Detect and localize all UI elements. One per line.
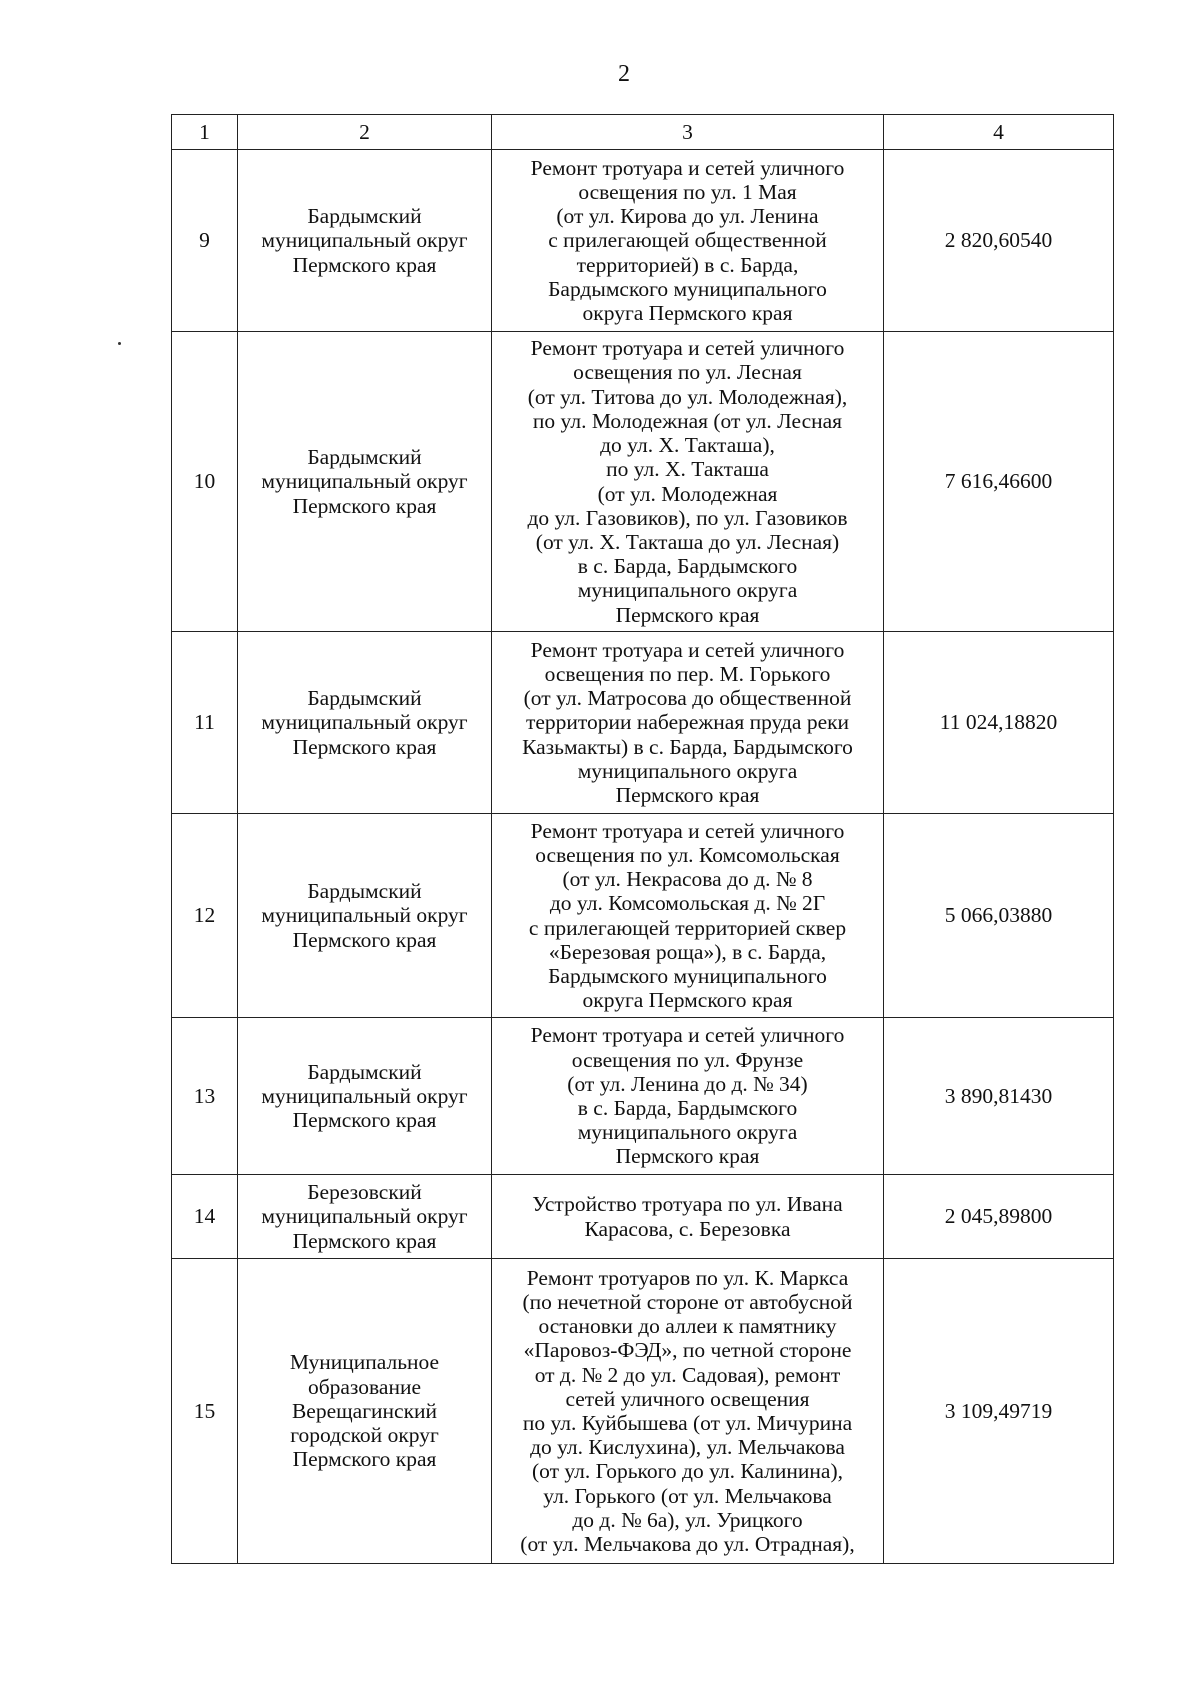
work-description-cell: Ремонт тротуара и сетей уличного освещения по ул. Комсомольская (от ул. Некрасова до д. № 8 до ул. Комсомольская д. № 2Г с прилегающей территорией сквер «Березовая роща»), в с. Барда, Бардымского муниципального округа Пермского края (492, 814, 884, 1018)
amount-cell: 11 024,18820 (884, 632, 1114, 814)
amount-cell: 3 109,49719 (884, 1259, 1114, 1564)
amount-cell: 3 890,81430 (884, 1018, 1114, 1175)
row-number: 11 (172, 632, 238, 814)
municipality-cell: Бардымский муниципальный округ Пермского края (238, 1018, 492, 1175)
header-cell-3: 3 (492, 115, 884, 150)
scan-speck (118, 342, 121, 345)
table-row (172, 814, 1114, 1018)
work-description-cell: Ремонт тротуаров по ул. К. Маркса (по нечетной стороне от автобусной остановки до аллеи к памятнику «Паровоз-ФЭД», по четной стороне от д. № 2 до ул. Садовая), ремонт сетей уличного освещения по ул. Куйбышева (от ул. Мичурина до ул. Кислухина), ул. Мельчакова (от ул. Горького до ул. Калинина), ул. Горького (от ул. Мельчакова до д. № 6а), ул. Урицкого (от ул. Мельчакова до ул. Отрадная), (492, 1259, 884, 1564)
allocation-table (171, 114, 1114, 1564)
header-cell-2: 2 (238, 115, 492, 150)
row-number: 10 (172, 332, 238, 632)
table-row (172, 150, 1114, 332)
work-description-cell: Ремонт тротуара и сетей уличного освещения по ул. Фрунзе (от ул. Ленина до д. № 34) в с. Барда, Бардымского муниципального округа Пермского края (492, 1018, 884, 1175)
municipality-cell: Муниципальное образование Верещагинский городской округ Пермского края (238, 1259, 492, 1564)
header-cell-1: 1 (172, 115, 238, 150)
row-number: 9 (172, 150, 238, 332)
row-number: 12 (172, 814, 238, 1018)
municipality-cell: Бардымский муниципальный округ Пермского края (238, 632, 492, 814)
amount-cell: 2 820,60540 (884, 150, 1114, 332)
work-description-cell: Ремонт тротуара и сетей уличного освещения по ул. 1 Мая (от ул. Кирова до ул. Ленина с прилегающей общественной территорией) в с. Барда, Бардымского муниципального округа Пермского края (492, 150, 884, 332)
work-description-cell: Ремонт тротуара и сетей уличного освещения по пер. М. Горького (от ул. Матросова до общественной территории набережная пруда реки Казьмакты) в с. Барда, Бардымского муниципального округа Пермского края (492, 632, 884, 814)
work-description-cell: Ремонт тротуара и сетей уличного освещения по ул. Лесная (от ул. Титова до ул. Молодежная), по ул. Молодежная (от ул. Лесная до ул. Х. Такташа), по ул. Х. Такташа (от ул. Молодежная до ул. Газовиков), по ул. Газовиков (от ул. Х. Такташа до ул. Лесная) в с. Барда, Бардымского муниципального округа Пермского края (492, 332, 884, 632)
amount-cell: 2 045,89800 (884, 1175, 1114, 1259)
row-number: 13 (172, 1018, 238, 1175)
work-description-cell: Устройство тротуара по ул. Ивана Карасова, с. Березовка (492, 1175, 884, 1259)
row-number: 15 (172, 1259, 238, 1564)
table-row (172, 1259, 1114, 1564)
municipality-cell: Бардымский муниципальный округ Пермского края (238, 150, 492, 332)
table-header-row (172, 115, 1114, 150)
page-number: 2 (618, 61, 630, 87)
municipality-cell: Бардымский муниципальный округ Пермского края (238, 814, 492, 1018)
header-cell-4: 4 (884, 115, 1114, 150)
row-number: 14 (172, 1175, 238, 1259)
amount-cell: 5 066,03880 (884, 814, 1114, 1018)
municipality-cell: Березовский муниципальный округ Пермского края (238, 1175, 492, 1259)
table-row (172, 1018, 1114, 1175)
table-row (172, 332, 1114, 632)
table-row (172, 1175, 1114, 1259)
amount-cell: 7 616,46600 (884, 332, 1114, 632)
municipality-cell: Бардымский муниципальный округ Пермского края (238, 332, 492, 632)
table-row (172, 632, 1114, 814)
